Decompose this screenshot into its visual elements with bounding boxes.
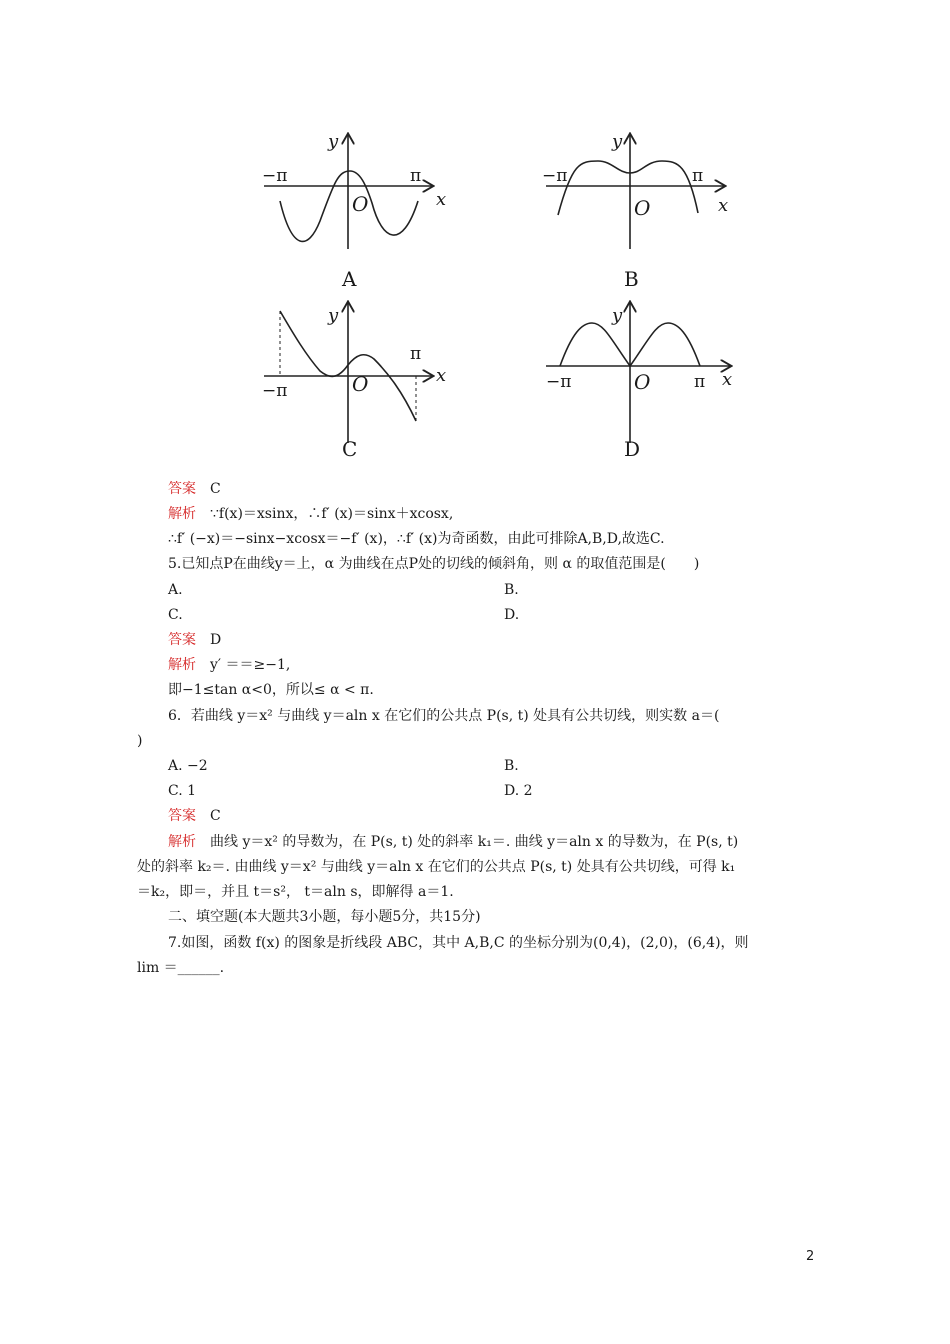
graph-d-neg-pi: −π	[546, 372, 572, 392]
analysis-tag: 解析	[168, 834, 196, 850]
q7-stem-line-2: lim ＝______.	[137, 960, 225, 976]
graph-b-curve	[558, 161, 698, 215]
q6-option-b: B.	[504, 758, 519, 774]
graph-c-pi: π	[410, 344, 422, 364]
answer-tag: 答案	[168, 481, 196, 497]
q6-analysis-1: 曲线 y＝x² 的导数为，在 P(s, t) 处的斜率 k₁＝. 曲线 y＝aln x 的导数为，在 P(s, t)	[210, 834, 739, 850]
graph-a-caption: A	[342, 267, 357, 291]
q5-analysis-line-2: 即−1≤tan α<0，所以≤ α < π.	[168, 682, 374, 698]
graph-d-x-label: x	[722, 369, 733, 390]
graph-d-pi: π	[694, 372, 706, 392]
graph-a-x-label: x	[436, 189, 447, 210]
graph-a	[264, 135, 432, 249]
analysis-tag: 解析	[168, 657, 196, 673]
graph-c-origin: O	[352, 372, 369, 396]
q5-option-a: A.	[168, 582, 183, 598]
q7-stem-line-1: 7.如图，函数 f(x) 的图象是折线段 ABC，其中 A,B,C 的坐标分别为(0,4)，(2,0)，(6,4)，则	[168, 935, 749, 951]
graph-b-x-label: x	[718, 195, 729, 216]
q5-answer-line	[168, 630, 221, 650]
q6-analysis-line-2: 处的斜率 k₂＝. 由曲线 y＝x² 与曲线 y＝aln x 在它们的公共点 P(s, t) 处具有公共切线，可得 k₁	[137, 859, 736, 875]
graph-c-x-label: x	[436, 365, 447, 386]
graph-a-curve	[280, 171, 418, 241]
q4-analysis-line-2: ∴f′ (−x)＝−sinx−xcosx＝−f′ (x)，∴f′ (x)为奇函数，由此可排除A,B,D,故选C.	[168, 531, 665, 547]
q4-analysis-1: ∵f(x)＝xsinx，∴f′ (x)＝sinx＋xcosx,	[210, 506, 454, 522]
graph-c-neg-pi: −π	[262, 381, 288, 401]
graph-a-pi: π	[410, 166, 422, 186]
q6-stem-line-2: )	[137, 733, 143, 749]
graph-d-origin: O	[634, 370, 651, 394]
q6-option-c: C. 1	[168, 783, 197, 799]
graph-b	[546, 135, 724, 249]
graph-a-origin: O	[352, 192, 369, 216]
q6-stem-line-1: 6．若曲线 y＝x² 与曲线 y＝aln x 在它们的公共点 P(s, t) 处具有公共切线，则实数 a＝(	[168, 708, 720, 724]
q6-answer: C	[210, 808, 221, 824]
q5-option-d: D.	[504, 607, 520, 623]
section-2-title: 二、填空题(本大题共3小题，每小题5分，共15分)	[168, 909, 481, 925]
graph-d-y-label: y	[612, 305, 623, 326]
q5-option-c: C.	[168, 607, 183, 623]
q5-stem: 5.已知点P在曲线y＝上，α 为曲线在点P处的切线的倾斜角，则 α 的取值范围是( )	[168, 556, 700, 572]
q4-answer: C	[210, 481, 221, 497]
q5-option-b: B.	[504, 582, 519, 598]
answer-tag: 答案	[168, 632, 196, 648]
analysis-tag: 解析	[168, 506, 196, 522]
q5-analysis-1: y′ ＝＝≥−1,	[210, 657, 291, 673]
option-graphs-svg	[232, 123, 752, 471]
graph-b-caption: B	[624, 267, 639, 291]
q6-answer-line	[168, 806, 221, 826]
page-number: 2	[806, 1249, 815, 1264]
q6-analysis-line-3: ＝k₂，即＝，并且 t＝s²， t＝aln s，即解得 a＝1.	[137, 884, 454, 900]
graph-b-origin: O	[634, 196, 651, 220]
graph-a-y-label: y	[328, 131, 339, 152]
graph-b-neg-pi: −π	[542, 166, 568, 186]
graph-c	[264, 303, 432, 443]
q6-analysis-line-1	[168, 832, 738, 852]
q6-option-a: A. −2	[168, 758, 208, 774]
q6-option-d: D. 2	[504, 783, 533, 799]
graph-a-neg-pi: −π	[262, 166, 288, 186]
graph-b-pi: π	[692, 166, 704, 186]
q5-analysis-line-1	[168, 655, 290, 675]
q5-answer: D	[210, 632, 222, 648]
answer-tag: 答案	[168, 808, 196, 824]
graph-c-caption: C	[342, 437, 358, 461]
option-graphs-figure	[232, 123, 752, 471]
q4-analysis-line-1	[168, 504, 453, 524]
q4-answer-line	[168, 479, 221, 499]
graph-d-caption: D	[624, 437, 641, 461]
graph-b-y-label: y	[612, 131, 623, 152]
graph-c-y-label: y	[328, 305, 339, 326]
